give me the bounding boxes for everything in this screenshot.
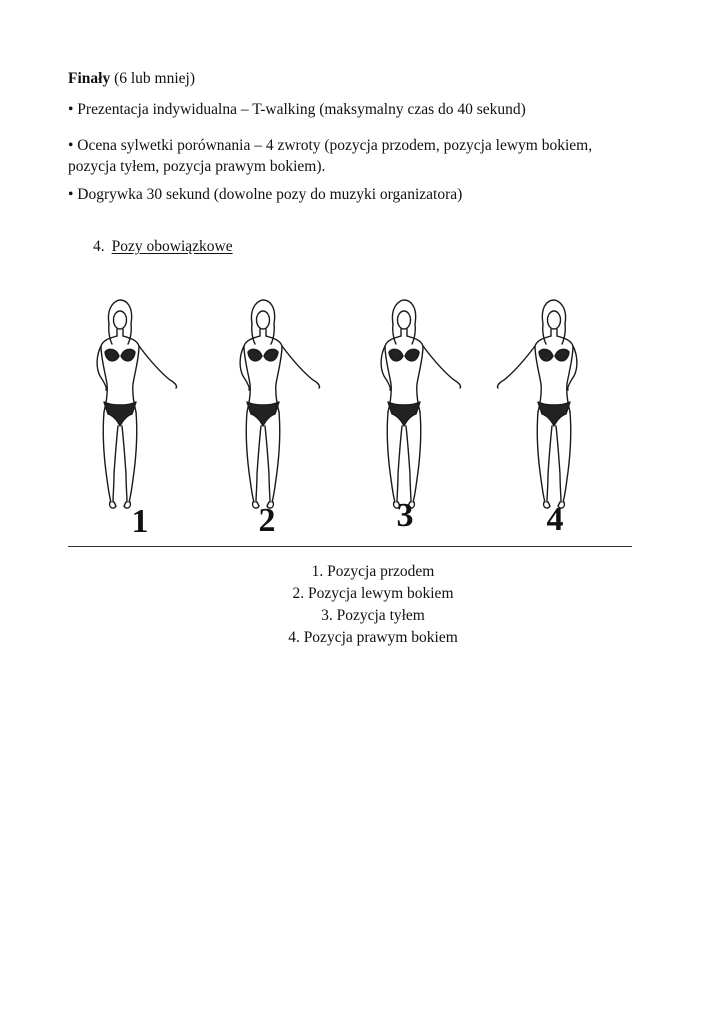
caption-item: 3. Pozycja tyłem [321, 607, 425, 624]
pose-right-side-figure [497, 300, 576, 508]
mandatory-poses-heading [93, 236, 233, 257]
poses-illustration [68, 288, 634, 543]
bullet-t-walking: • Prezentacja indywidualna – T-walking (maksymalny czas do 40 sekund) [68, 101, 526, 118]
pose-label-1: 1 [131, 503, 149, 540]
section-title-rest: (6 lub mniej) [110, 70, 196, 87]
caption-item: 1. Pozycja przodem [311, 563, 435, 580]
pose-caption-list [0, 561, 724, 649]
pose-label-2: 2 [258, 502, 276, 539]
caption-item: 2. Pozycja lewym bokiem [292, 585, 454, 602]
heading-number: 4. [93, 238, 105, 255]
bullet-comparison: • Ocena sylwetki porównania – 4 zwroty (pozycja przodem, pozycja lewym bokiem, pozycja tyłem, pozycja prawym bokiem). [68, 137, 593, 175]
poses-figure [68, 288, 634, 543]
pose-label-4: 4 [546, 501, 564, 538]
bullet-overtime: • Dogrywka 30 sekund (dowolne pozy do muzyki organizatora) [68, 186, 463, 203]
pose-front-figure [97, 300, 176, 508]
section-title-bold: Finały [68, 70, 111, 87]
heading-text: Pozy obowiązkowe [111, 238, 233, 255]
caption-item: 4. Pozycja prawym bokiem [288, 629, 458, 646]
section-title [68, 68, 638, 89]
separator-line [68, 546, 632, 547]
pose-back-figure [381, 300, 460, 508]
pose-left-side-figure [240, 300, 319, 508]
pose-label-3: 3 [396, 497, 414, 534]
